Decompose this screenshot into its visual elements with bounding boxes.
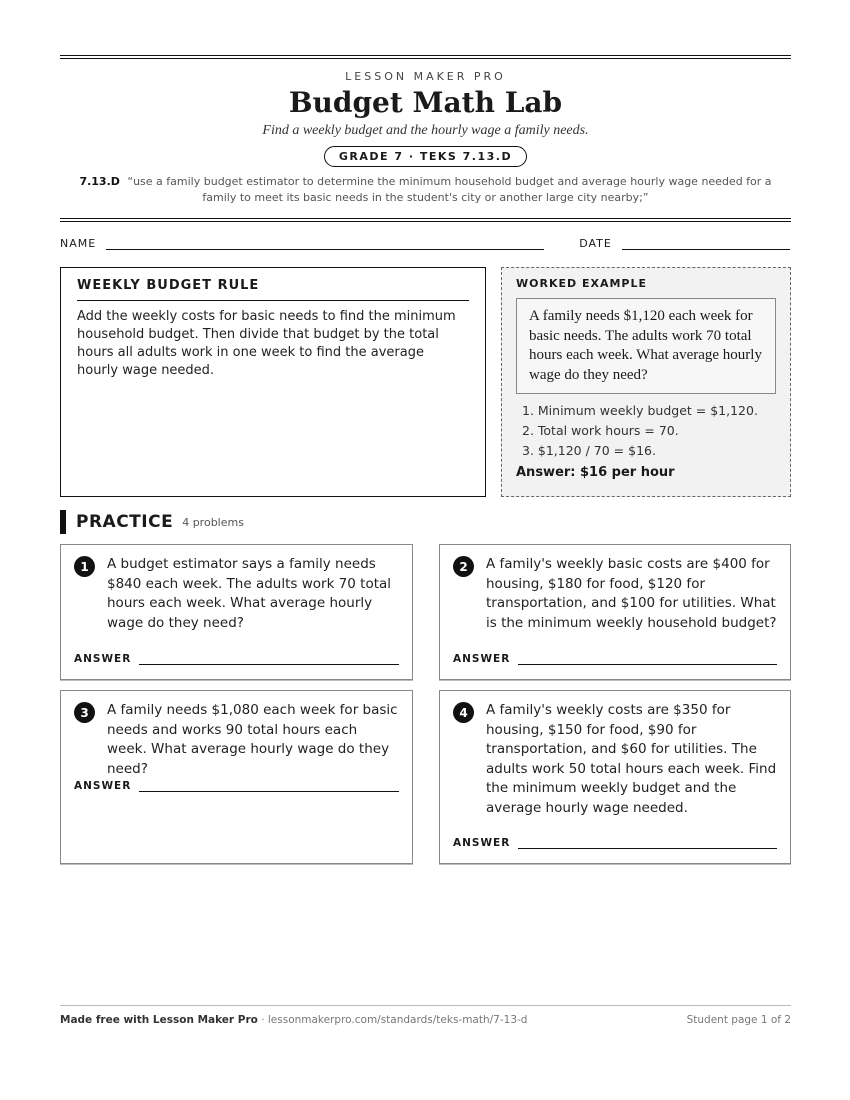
problem-grid	[60, 544, 791, 864]
answer-label: ANSWER	[453, 837, 511, 849]
example-heading: WORKED EXAMPLE	[516, 277, 647, 290]
problem-number: 4	[453, 702, 474, 723]
footer-separator: ·	[257, 1014, 268, 1026]
worksheet-page	[60, 55, 791, 864]
example-step: 1. Minimum weekly budget = $1,120.	[522, 403, 758, 418]
top-rule	[60, 55, 791, 59]
standard-statement	[60, 174, 791, 206]
rule-body: Add the weekly costs for basic needs to find the minimum household budget. Then divide that budget by the total hours all adults work in one week to find the average hourly wage needed.	[77, 309, 456, 378]
answer-row	[453, 653, 777, 665]
problem-text: A budget estimator says a family needs $840 each week. The adults work 70 total hours each week. What average hourly wage do they need?	[107, 556, 392, 631]
date-label: DATE	[579, 237, 612, 250]
rule-heading: WEEKLY BUDGET RULE	[77, 278, 469, 301]
publisher-kicker: LESSON MAKER PRO	[345, 70, 506, 83]
worked-example-box	[501, 267, 791, 497]
answer-label: ANSWER	[74, 653, 132, 665]
answer-row	[74, 653, 399, 665]
answer-line[interactable]	[139, 791, 399, 792]
problem-number: 1	[74, 556, 95, 577]
example-steps	[516, 401, 776, 461]
example-answer: Answer: $16 per hour	[516, 465, 675, 480]
problem-text: A family's weekly costs are $350 for housing, $150 for food, $90 for transportation, and $60 for utilities. The adults work 50 total hours each week. Find the minimum weekly budget and the average hourly wage needed.	[486, 702, 777, 816]
answer-line[interactable]	[518, 664, 777, 665]
footer-page-number: Student page 1 of 2	[686, 1014, 791, 1026]
header-bottom-rule	[60, 218, 791, 222]
practice-header	[60, 510, 791, 534]
problem-card-4	[439, 690, 791, 864]
problem-number: 2	[453, 556, 474, 577]
page-title: Budget Math Lab	[288, 86, 563, 119]
problem-number: 3	[74, 702, 95, 723]
example-step: 2. Total work hours = 70.	[522, 423, 679, 438]
practice-count: 4 problems	[182, 515, 244, 529]
problem-card-2	[439, 544, 791, 680]
answer-line[interactable]	[518, 848, 777, 849]
problem-card-1	[60, 544, 413, 680]
answer-label: ANSWER	[74, 780, 132, 792]
footer-brand: Made free with Lesson Maker Pro	[60, 1014, 258, 1026]
footer-left	[60, 1014, 527, 1026]
answer-row	[453, 837, 777, 849]
name-line[interactable]	[106, 249, 544, 250]
footer-url[interactable]: lessonmakerpro.com/standards/teks-math/7-13-d	[267, 1014, 528, 1026]
page-footer	[60, 1005, 791, 1026]
problem-card-3	[60, 690, 413, 864]
standard-text: “use a family budget estimator to determine the minimum household budget and average hourly wage needed for a family to meet its basic needs in the student's city or another large city nearby;”	[127, 175, 772, 204]
answer-line[interactable]	[139, 664, 399, 665]
example-question: A family needs $1,120 each week for basic needs. The adults work 70 total hours each week. What average hourly wage do they need?	[516, 298, 776, 394]
grade-badge: GRADE 7 · TEKS 7.13.D	[324, 146, 527, 167]
answer-label: ANSWER	[453, 653, 511, 665]
problem-text: A family's weekly basic costs are $400 for housing, $180 for food, $120 for transportation, and $100 for utilities. What is the minimum weekly household budget?	[486, 556, 777, 631]
weekly-budget-rule-box	[60, 267, 486, 497]
problem-text: A family needs $1,080 each week for basic needs and works 90 total hours each week. What average hourly wage do they need?	[107, 702, 398, 777]
standard-code: 7.13.D	[79, 175, 120, 188]
answer-row	[74, 780, 399, 792]
date-line[interactable]	[622, 249, 790, 250]
page-subtitle: Find a weekly budget and the hourly wage a family needs.	[262, 123, 589, 138]
practice-heading: PRACTICE	[76, 512, 174, 532]
name-label: NAME	[60, 237, 97, 250]
example-step: 3. $1,120 / 70 = $16.	[522, 443, 656, 458]
name-date-row	[60, 237, 791, 250]
